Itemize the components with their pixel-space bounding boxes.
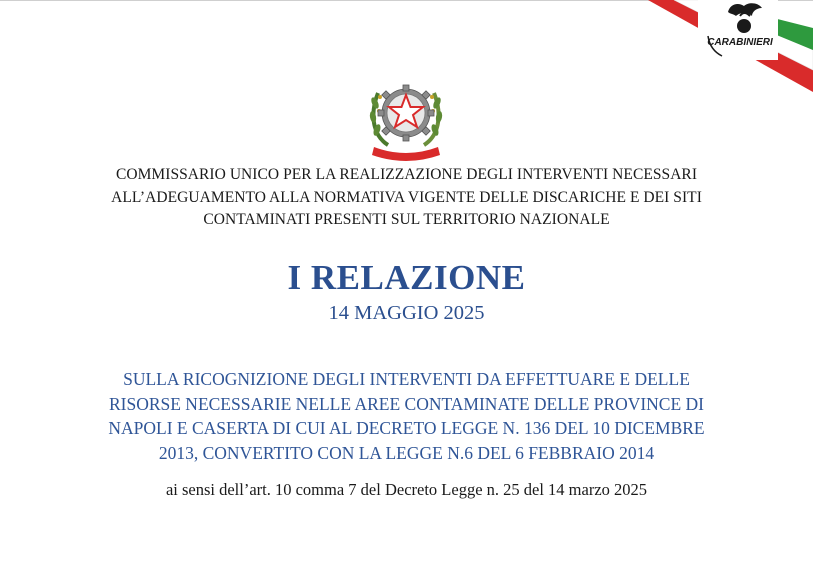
- report-date: 14 MAGGIO 2025: [328, 302, 485, 324]
- carabinieri-logo-text: CARABINIERI: [707, 37, 773, 48]
- italian-republic-emblem-icon: [366, 75, 446, 161]
- report-title: I RELAZIONE: [287, 258, 526, 297]
- commissioner-line: COMMISSARIO UNICO PER LA REALIZZAZIONE DEGLI INTERVENTI NECESSARI: [115, 166, 698, 183]
- subject-line: 2013, CONVERTITO CON LA LEGGE N.6 DEL 6 FEBBRAIO 2014: [158, 442, 655, 463]
- legal-reference: ai sensi dell’art. 10 comma 7 del Decreto Legge n. 25 del 14 marzo 2025: [165, 480, 648, 499]
- subject-line: NAPOLI E CASERTA DI CUI AL DECRETO LEGGE N. 136 DEL 10 DICEMBRE: [108, 418, 705, 438]
- commissioner-heading: [40, 164, 773, 232]
- report-subject: [40, 367, 773, 465]
- subject-line: SULLA RICOGNIZIONE DEGLI INTERVENTI DA EFFETTUARE E DELLE: [123, 369, 690, 389]
- commissioner-line: ALL’ADEGUAMENTO ALLA NORMATIVA VIGENTE DELLE DISCARICHE E DEI SITI: [111, 188, 702, 206]
- carabinieri-logo-icon: [640, 0, 813, 100]
- commissioner-line: CONTAMINATI PRESENTI SUL TERRITORIO NAZIONALE: [203, 211, 610, 228]
- subject-line: RISORSE NECESSARIE NELLE AREE CONTAMINATE DELLE PROVINCE DI: [108, 393, 705, 414]
